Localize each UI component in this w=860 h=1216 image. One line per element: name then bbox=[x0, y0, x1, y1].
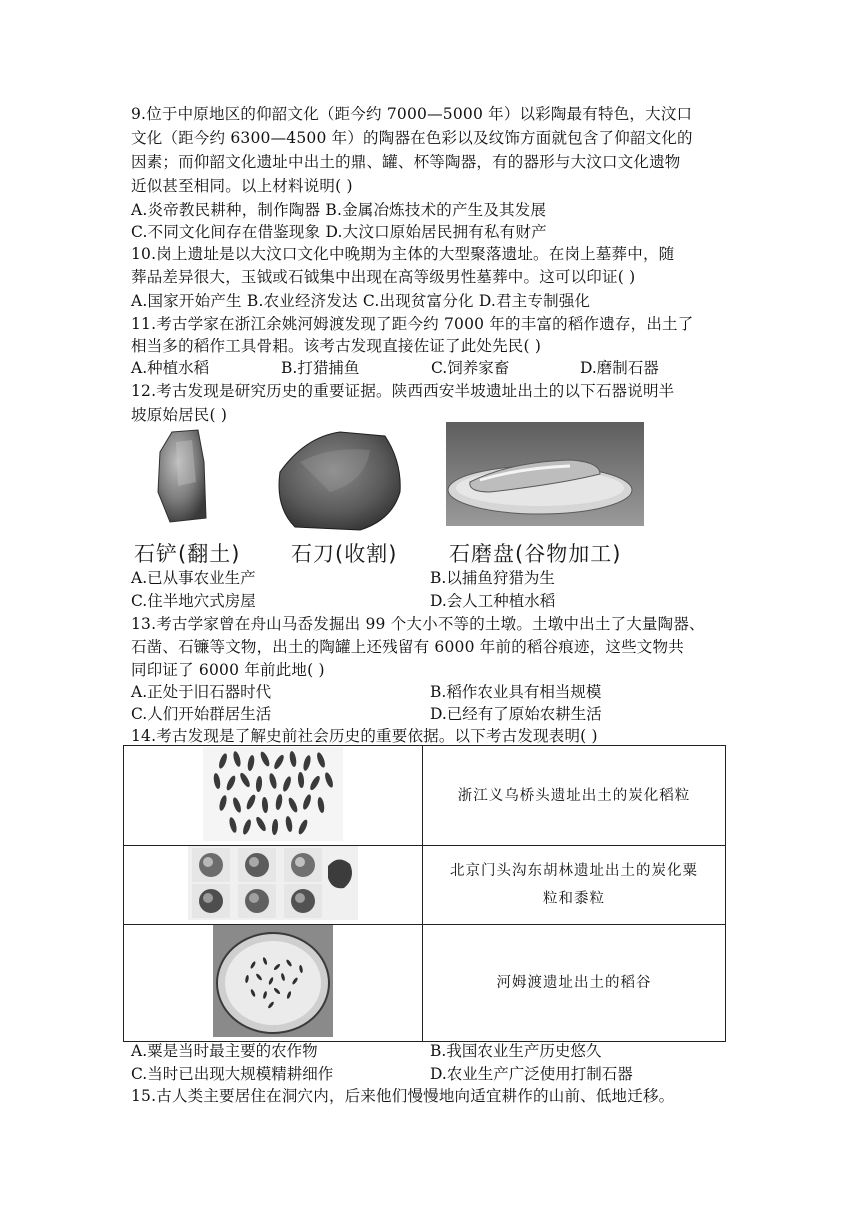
q14-option-b: B.我国农业生产历史悠久 bbox=[430, 1042, 602, 1060]
table-row bbox=[124, 846, 726, 925]
table-row bbox=[124, 746, 726, 846]
hemudu-rice-description bbox=[423, 925, 726, 1042]
millet-grains-image-cell bbox=[124, 846, 423, 925]
q9-stem-line-3: 因素；而仰韶文化遗址中出土的鼎、罐、杯等陶器，有的器形与大汶口文化遗物 bbox=[131, 153, 681, 171]
q15-stem: 15.古人类主要居住在洞穴内，后来他们慢慢地向适宜耕作的山前、低地迁移。 bbox=[131, 1087, 675, 1105]
millet-grains-description bbox=[423, 846, 726, 925]
q13-option-d: D.已经有了原始农耕生活 bbox=[430, 705, 602, 723]
row2-text-line-2: 粒和黍粒 bbox=[543, 891, 605, 907]
q14-option-c: C.当时已出现大规模精耕细作 bbox=[131, 1065, 334, 1083]
q9-options-line-1: A.炎帝教民耕种，制作陶器 B.金属冶炼技术的产生及其发展 bbox=[131, 201, 547, 219]
grinding-slab-image bbox=[446, 422, 644, 526]
q11-option-b: B.打猎捕鱼 bbox=[281, 359, 360, 377]
q12-option-b: B.以捕鱼狩猎为生 bbox=[430, 569, 555, 587]
table-row bbox=[124, 925, 726, 1042]
stone-knife-image bbox=[279, 432, 400, 530]
evidence-table bbox=[123, 745, 726, 1042]
hemudu-rice-image-cell bbox=[124, 925, 423, 1042]
caption-stone-knife: 石刀(收割) bbox=[291, 542, 398, 566]
carbonized-millet-image bbox=[188, 846, 358, 920]
q11-option-a: A.种植水稻 bbox=[131, 359, 210, 377]
q9-stem-line-1: 9.位于中原地区的仰韶文化（距今约 7000—5000 年）以彩陶最有特色，大汶口 bbox=[131, 105, 693, 123]
carbonized-rice-image bbox=[203, 747, 343, 841]
q13-option-c: C.人们开始群居生活 bbox=[131, 705, 272, 723]
q10-stem-line-1: 10.岗上遗址是以大汶口文化中晚期为主体的大型聚落遗址。在岗上墓葬中，随 bbox=[131, 245, 675, 263]
q12-option-c: C.住半地穴式房屋 bbox=[131, 592, 256, 610]
q10-options: A.国家开始产生 B.农业经济发达 C.出现贫富分化 D.君主专制强化 bbox=[131, 292, 591, 310]
rice-grains-image-cell bbox=[124, 746, 423, 846]
q9-stem-line-4: 近似甚至相同。以上材料说明( ) bbox=[131, 177, 353, 195]
rice-grains-description bbox=[423, 746, 726, 846]
hemudu-rice-image bbox=[213, 925, 333, 1037]
q12-option-a: A.已从事农业生产 bbox=[131, 569, 256, 587]
caption-grinding-slab: 石磨盘(谷物加工) bbox=[449, 542, 622, 566]
q13-stem-line-3: 同印证了 6000 年前此地( ) bbox=[131, 661, 325, 679]
q12-stem-line-1: 12.考古发现是研究历史的重要证据。陕西西安半坡遗址出土的以下石器说明半 bbox=[131, 382, 675, 400]
row2-text-line-1: 北京门头沟东胡林遗址出土的炭化粟 bbox=[450, 863, 698, 879]
caption-stone-shovel: 石铲(翻土) bbox=[134, 542, 241, 566]
q13-option-b: B.稻作农业具有相当规模 bbox=[430, 683, 602, 701]
q11-stem-line-2: 相当多的稻作工具骨耜。该考古发现直接佐证了此处先民( ) bbox=[131, 337, 542, 355]
q9-options-line-2: C.不同文化间存在借鉴现象 D.大汶口原始居民拥有私有财产 bbox=[131, 223, 547, 241]
q11-stem-line-1: 11.考古学家在浙江余姚河姆渡发现了距今约 7000 年的丰富的稻作遗存，出土了 bbox=[131, 315, 694, 333]
q11-option-d: D.磨制石器 bbox=[580, 359, 659, 377]
q14-option-d: D.农业生产广泛使用打制石器 bbox=[430, 1065, 633, 1083]
row1-text: 浙江义乌桥头遗址出土的炭化稻粒 bbox=[457, 787, 691, 804]
q12-stem-line-2: 坡原始居民( ) bbox=[131, 406, 228, 424]
row3-text: 河姆渡遗址出土的稻谷 bbox=[496, 975, 652, 991]
q12-option-d: D.会人工种植水稻 bbox=[430, 592, 556, 610]
q13-stem-line-2: 石凿、石镰等文物，出土的陶罐上还残留有 6000 年前的稻谷痕迹，这些文物共 bbox=[131, 638, 684, 656]
q10-stem-line-2: 葬品差异很大，玉钺或石钺集中出现在高等级男性墓葬中。这可以印证( ) bbox=[131, 268, 636, 286]
q9-stem-line-2: 文化（距今约 6300—4500 年）的陶器在色彩以及纹饰方面就包含了仰韶文化的 bbox=[131, 129, 693, 147]
stone-shovel-image bbox=[158, 430, 206, 522]
q13-stem-line-1: 13.考古学家曾在舟山马岙发掘出 99 个大小不等的土墩。土墩中出土了大量陶器、 bbox=[131, 615, 705, 633]
q14-option-a: A.粟是当时最主要的农作物 bbox=[131, 1042, 318, 1060]
q13-option-a: A.正处于旧石器时代 bbox=[131, 683, 272, 701]
q11-option-c: C.饲养家畜 bbox=[431, 359, 510, 377]
q14-stem: 14.考古发现是了解史前社会历史的重要依据。以下考古发现表明( ) bbox=[131, 727, 598, 745]
